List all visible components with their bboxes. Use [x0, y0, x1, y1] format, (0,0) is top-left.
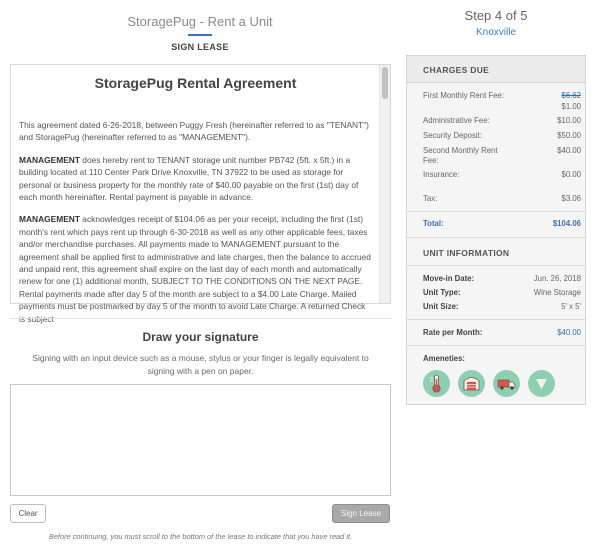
unit-info-divider [407, 319, 585, 320]
location-link[interactable]: Knoxville [475, 27, 517, 38]
agreement-title: StoragePug Rental Agreement [94, 75, 297, 91]
scrollbar-thumb[interactable] [382, 67, 388, 99]
info-label: Unit Size: [423, 302, 459, 311]
garage-door-icon [458, 370, 485, 397]
info-label: Rate per Month: [423, 328, 483, 337]
charge-original-price: $6.62 [561, 91, 581, 100]
unit-info-divider [407, 345, 585, 346]
charges-divider [407, 211, 585, 212]
charge-label: Security Deposit: [423, 131, 482, 140]
info-label: Move-in Date: [423, 274, 475, 283]
agreement-text: acknowledges receipt of $104.06 as per your receipt, including the first (1st) month's rent which pays rent up through 6-30-2018 as well as any other applicable fees, taxes and/or merchandise purchases. All payments made to MANAGEMENT pursuant to the agreement shall be applied first to administrative and late charges, then the balance to accrued and unpaid rent, this agreement shall expire on the last day of each month and automatically renew for one (1) additional month, SUBJECT TO THE CONDITIONS ON THE NEXT PAGE. Rental payments made after day 5 of the month are subject to a $4.00 Late Charge. Mailed payments must be postmarked by day 5 of the month to avoid Late Charge. A returned Check [19, 214, 371, 312]
charge-label: Administrative Fee: [423, 116, 490, 125]
total-label: Total: [423, 219, 444, 228]
charge-value: $0.00 [561, 170, 581, 179]
signature-title: Draw your signature [142, 330, 259, 344]
agreement-lead: MANAGEMENT [19, 214, 80, 225]
charges-header [407, 56, 585, 83]
signature-pad[interactable] [10, 384, 391, 496]
charge-label: First Monthly Rent Fee: [423, 91, 505, 100]
charge-value: $3.06 [561, 194, 581, 203]
clear-button[interactable]: Clear [10, 504, 46, 523]
thermometer-icon [423, 370, 450, 397]
chevron-down-icon [528, 370, 555, 397]
amenities-label: Ameneties: [423, 354, 466, 363]
info-value: Jun. 26, 2018 [533, 274, 581, 283]
charges-title: CHARGES DUE [423, 65, 490, 75]
scroll-footnote: Before continuing, you must scroll to the bottom of the lease to indicate that you have read it. [48, 532, 353, 541]
step-indicator: Step 4 of 5 [464, 8, 528, 23]
summary-panel [406, 55, 586, 405]
app-title: StoragePug - Rent a Unit [127, 14, 273, 29]
charge-label: Tax: [423, 194, 438, 203]
agreement-scrollbar[interactable] [379, 65, 390, 303]
charge-value: $1.00 [561, 102, 581, 111]
agreement-lead: MANAGEMENT [19, 154, 80, 165]
info-value: Wine Storage [533, 288, 581, 297]
signature-hint: Signing with an input device such as a mouse, stylus or your finger is legally equivalent to signing with a pen on paper. [32, 353, 369, 376]
charge-value: $50.00 [557, 131, 581, 140]
unit-info-title: UNIT INFORMATION [423, 248, 510, 258]
info-value: $40.00 [557, 328, 581, 337]
info-value: 5' x 5' [561, 302, 581, 311]
info-label: Unit Type: [423, 288, 461, 297]
truck-icon [493, 370, 520, 397]
title-underline [188, 34, 212, 36]
agreement-text: does hereby rent to TENANT storage unit number PB742 (5ft. x 5ft.) in a building located at 110 Center Park Drive Knoxville, TN 37922 to be used as storage for personal or business property for the monthly rate of $40.00 payable on the first (1st) day of each month hereinafter. Rental payment is payable in advance. [19, 154, 359, 203]
section-divider [10, 318, 391, 319]
charge-value: $40.00 [557, 146, 581, 155]
agreement-paragraph [19, 213, 372, 325]
unit-info-divider [407, 265, 585, 266]
charge-value: $10.00 [557, 116, 581, 125]
rental-agreement[interactable] [10, 64, 391, 312]
charges-divider [407, 237, 585, 238]
charge-label: Second Monthly Rent Fee: [423, 146, 498, 165]
charge-label: Insurance: [423, 170, 460, 179]
total-value: $104.06 [552, 219, 581, 228]
agreement-paragraph [19, 154, 372, 204]
agreement-intro: This agreement dated 6-26-2018, between Puggy Fresh (hereinafter referred to as "TENANT") and StoragePug (hereinafter referred to as "MANAGEMENT"). [19, 120, 369, 143]
sign-lease-button[interactable]: Sign Lease [332, 504, 390, 523]
tab-sign-lease[interactable]: SIGN LEASE [171, 42, 229, 52]
